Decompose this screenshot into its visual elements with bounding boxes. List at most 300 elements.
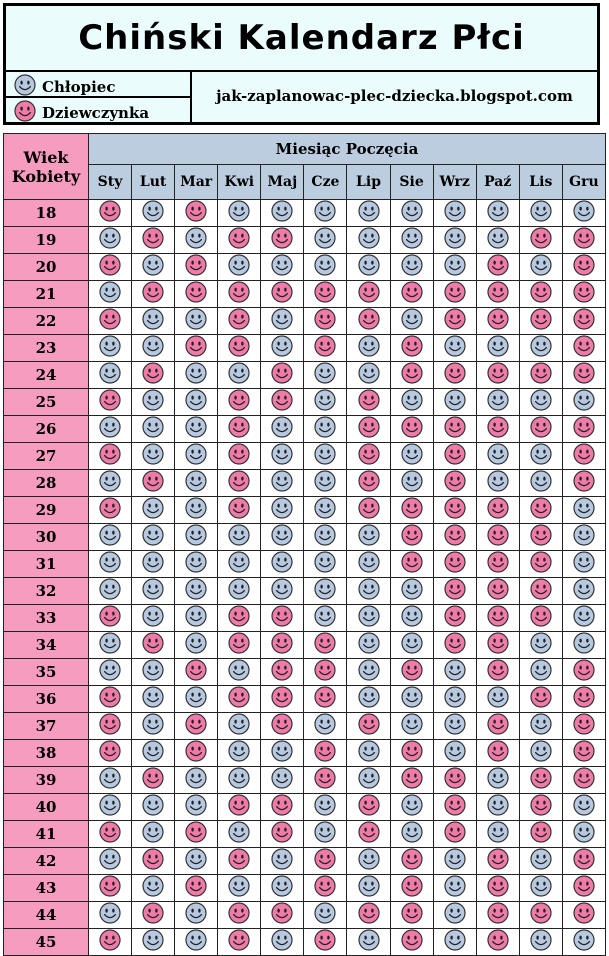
girl-smiley-icon bbox=[142, 848, 164, 874]
boy-smiley-icon bbox=[444, 848, 466, 874]
girl-cell bbox=[347, 389, 390, 416]
boy-smiley-icon bbox=[358, 848, 380, 874]
girl-smiley-icon bbox=[573, 767, 595, 793]
boy-cell bbox=[132, 821, 175, 848]
girl-cell bbox=[175, 254, 218, 281]
girl-smiley-icon bbox=[99, 443, 121, 469]
girl-cell bbox=[476, 551, 519, 578]
boy-cell bbox=[519, 200, 562, 227]
girl-cell bbox=[89, 740, 132, 767]
boy-cell bbox=[304, 416, 347, 443]
age-cell: 45 bbox=[4, 929, 89, 956]
boy-smiley-icon bbox=[314, 794, 336, 820]
girl-cell bbox=[132, 227, 175, 254]
girl-cell bbox=[304, 632, 347, 659]
boy-cell bbox=[218, 551, 261, 578]
girl-smiley-icon bbox=[401, 902, 423, 928]
boy-smiley-icon bbox=[228, 362, 250, 388]
table-row bbox=[4, 578, 606, 605]
girl-smiley-icon bbox=[314, 767, 336, 793]
boy-smiley-icon bbox=[358, 632, 380, 658]
girl-cell bbox=[562, 740, 605, 767]
boy-cell bbox=[519, 848, 562, 875]
boy-cell bbox=[132, 875, 175, 902]
boy-smiley-icon bbox=[271, 578, 293, 604]
girl-smiley-icon bbox=[228, 389, 250, 415]
table-row bbox=[4, 308, 606, 335]
boy-cell bbox=[390, 686, 433, 713]
girl-cell bbox=[347, 470, 390, 497]
girl-cell bbox=[562, 848, 605, 875]
age-cell: 19 bbox=[4, 227, 89, 254]
table-row bbox=[4, 524, 606, 551]
boy-smiley-icon bbox=[99, 632, 121, 658]
boy-cell bbox=[519, 632, 562, 659]
table-row bbox=[4, 686, 606, 713]
table-row bbox=[4, 740, 606, 767]
girl-cell bbox=[175, 659, 218, 686]
boy-smiley-icon bbox=[487, 686, 509, 712]
girl-cell bbox=[519, 767, 562, 794]
gender-calendar-table bbox=[3, 133, 606, 956]
boy-cell bbox=[175, 308, 218, 335]
girl-smiley-icon bbox=[358, 470, 380, 496]
boy-cell bbox=[304, 362, 347, 389]
boy-cell bbox=[89, 524, 132, 551]
girl-cell bbox=[175, 335, 218, 362]
girl-cell bbox=[476, 713, 519, 740]
girl-smiley-icon bbox=[530, 524, 552, 550]
boy-cell bbox=[89, 416, 132, 443]
girl-smiley-icon bbox=[228, 902, 250, 928]
girl-smiley-icon bbox=[573, 362, 595, 388]
girl-smiley-icon bbox=[573, 227, 595, 253]
girl-smiley-icon bbox=[401, 659, 423, 685]
month-header-cell: Sty bbox=[89, 165, 132, 200]
girl-smiley-icon bbox=[401, 524, 423, 550]
girl-cell bbox=[476, 308, 519, 335]
boy-cell bbox=[304, 578, 347, 605]
boy-smiley-icon bbox=[99, 794, 121, 820]
boy-cell bbox=[433, 227, 476, 254]
age-cell: 27 bbox=[4, 443, 89, 470]
girl-cell bbox=[390, 740, 433, 767]
boy-smiley-icon bbox=[271, 416, 293, 442]
girl-smiley-icon bbox=[99, 200, 121, 226]
boy-smiley-icon bbox=[314, 416, 336, 442]
boy-cell bbox=[390, 470, 433, 497]
boy-smiley-icon bbox=[271, 470, 293, 496]
boy-cell bbox=[347, 848, 390, 875]
boy-smiley-icon bbox=[271, 497, 293, 523]
boy-smiley-icon bbox=[358, 335, 380, 361]
girl-cell bbox=[519, 227, 562, 254]
girl-cell bbox=[261, 713, 304, 740]
month-header-cell: Mar bbox=[175, 165, 218, 200]
boy-cell bbox=[261, 848, 304, 875]
girl-cell bbox=[261, 605, 304, 632]
boy-cell bbox=[132, 335, 175, 362]
girl-smiley-icon bbox=[314, 335, 336, 361]
girl-smiley-icon bbox=[185, 821, 207, 847]
website-link[interactable]: jak-zaplanowac-plec-dziecka.blogspot.com bbox=[216, 87, 573, 105]
boy-cell bbox=[304, 794, 347, 821]
boy-smiley-icon bbox=[401, 254, 423, 280]
boy-cell bbox=[390, 443, 433, 470]
month-header-cell: Lip bbox=[347, 165, 390, 200]
age-cell: 41 bbox=[4, 821, 89, 848]
boy-cell bbox=[347, 686, 390, 713]
girl-cell bbox=[347, 281, 390, 308]
girl-smiley-icon bbox=[358, 821, 380, 847]
boy-smiley-icon bbox=[271, 551, 293, 577]
table-row bbox=[4, 389, 606, 416]
girl-cell bbox=[304, 929, 347, 956]
girl-cell bbox=[433, 308, 476, 335]
girl-smiley-icon bbox=[358, 389, 380, 415]
age-cell: 23 bbox=[4, 335, 89, 362]
girl-smiley-icon bbox=[314, 686, 336, 712]
table-row bbox=[4, 335, 606, 362]
girl-smiley-icon bbox=[487, 740, 509, 766]
girl-smiley-icon bbox=[142, 632, 164, 658]
girl-smiley-icon bbox=[271, 281, 293, 307]
age-cell: 42 bbox=[4, 848, 89, 875]
boy-cell bbox=[476, 767, 519, 794]
boy-cell bbox=[519, 740, 562, 767]
boy-smiley-icon bbox=[142, 659, 164, 685]
girl-cell bbox=[562, 362, 605, 389]
boy-cell bbox=[519, 929, 562, 956]
boy-smiley-icon bbox=[271, 929, 293, 955]
boy-smiley-icon bbox=[228, 578, 250, 604]
girl-smiley-icon bbox=[358, 416, 380, 442]
boy-cell bbox=[132, 308, 175, 335]
girl-cell bbox=[89, 389, 132, 416]
boy-smiley-icon bbox=[314, 362, 336, 388]
boy-cell bbox=[304, 551, 347, 578]
boy-cell bbox=[519, 875, 562, 902]
table-row bbox=[4, 551, 606, 578]
girl-cell bbox=[562, 443, 605, 470]
girl-smiley-icon bbox=[314, 740, 336, 766]
girl-smiley-icon bbox=[401, 551, 423, 577]
boy-cell bbox=[304, 524, 347, 551]
boy-smiley-icon bbox=[530, 335, 552, 361]
girl-cell bbox=[218, 848, 261, 875]
girl-smiley-icon bbox=[573, 686, 595, 712]
girl-cell bbox=[175, 200, 218, 227]
boy-cell bbox=[433, 200, 476, 227]
boy-smiley-icon bbox=[573, 524, 595, 550]
girl-smiley-icon bbox=[228, 848, 250, 874]
boy-smiley-icon bbox=[271, 848, 293, 874]
boy-smiley-icon bbox=[142, 686, 164, 712]
girl-smiley-icon bbox=[358, 713, 380, 739]
girl-cell bbox=[89, 200, 132, 227]
girl-smiley-icon bbox=[401, 416, 423, 442]
boy-cell bbox=[519, 470, 562, 497]
girl-cell bbox=[175, 281, 218, 308]
boy-cell bbox=[89, 848, 132, 875]
girl-smiley-icon bbox=[271, 389, 293, 415]
girl-smiley-icon bbox=[530, 308, 552, 334]
boy-cell bbox=[347, 740, 390, 767]
boy-cell bbox=[132, 497, 175, 524]
age-cell: 37 bbox=[4, 713, 89, 740]
boy-smiley-icon bbox=[185, 416, 207, 442]
boy-cell bbox=[218, 578, 261, 605]
boy-cell bbox=[218, 659, 261, 686]
boy-cell bbox=[433, 659, 476, 686]
girl-cell bbox=[304, 740, 347, 767]
boy-smiley-icon bbox=[142, 794, 164, 820]
legend-boy-label: Chłopiec bbox=[42, 78, 116, 96]
girl-smiley-icon bbox=[185, 875, 207, 901]
girl-cell bbox=[304, 848, 347, 875]
boy-smiley-icon bbox=[530, 659, 552, 685]
boy-smiley-icon bbox=[271, 740, 293, 766]
boy-smiley-icon bbox=[142, 578, 164, 604]
boy-smiley-icon bbox=[530, 875, 552, 901]
boy-cell bbox=[89, 632, 132, 659]
girl-cell bbox=[476, 524, 519, 551]
boy-smiley-icon bbox=[271, 875, 293, 901]
boy-cell bbox=[433, 335, 476, 362]
boy-cell bbox=[390, 632, 433, 659]
boy-smiley-icon bbox=[358, 929, 380, 955]
boy-cell bbox=[132, 416, 175, 443]
boy-smiley-icon bbox=[530, 713, 552, 739]
boy-smiley-icon bbox=[99, 362, 121, 388]
girl-smiley-icon bbox=[573, 470, 595, 496]
boy-cell bbox=[175, 794, 218, 821]
boy-smiley-icon bbox=[487, 767, 509, 793]
boy-smiley-icon bbox=[228, 740, 250, 766]
boy-smiley-icon bbox=[271, 524, 293, 550]
girl-cell bbox=[175, 821, 218, 848]
girl-cell bbox=[390, 659, 433, 686]
boy-smiley-icon bbox=[573, 821, 595, 847]
girl-smiley-icon bbox=[487, 875, 509, 901]
boy-cell bbox=[304, 443, 347, 470]
month-header-cell: Paź bbox=[476, 165, 519, 200]
boy-cell bbox=[218, 740, 261, 767]
girl-cell bbox=[218, 794, 261, 821]
boy-cell bbox=[304, 389, 347, 416]
girl-smiley-icon bbox=[99, 497, 121, 523]
boy-smiley-icon bbox=[185, 227, 207, 253]
girl-smiley-icon bbox=[444, 308, 466, 334]
girl-smiley-icon bbox=[444, 767, 466, 793]
girl-smiley-icon bbox=[530, 794, 552, 820]
boy-smiley-icon bbox=[314, 443, 336, 469]
girl-smiley-icon bbox=[228, 443, 250, 469]
boy-smiley-icon bbox=[401, 794, 423, 820]
boy-cell bbox=[132, 200, 175, 227]
boy-smiley-icon bbox=[401, 578, 423, 604]
boy-cell bbox=[175, 767, 218, 794]
girl-cell bbox=[519, 308, 562, 335]
girl-smiley-icon bbox=[530, 551, 552, 577]
boy-cell bbox=[347, 875, 390, 902]
girl-cell bbox=[562, 227, 605, 254]
boy-smiley-icon bbox=[487, 335, 509, 361]
girl-smiley-icon bbox=[271, 605, 293, 631]
table-row bbox=[4, 254, 606, 281]
age-cell: 28 bbox=[4, 470, 89, 497]
boy-smiley-icon bbox=[530, 254, 552, 280]
girl-smiley-icon bbox=[487, 605, 509, 631]
boy-smiley-icon bbox=[185, 551, 207, 577]
girl-smiley-icon bbox=[228, 929, 250, 955]
boy-cell bbox=[218, 200, 261, 227]
girl-cell bbox=[261, 794, 304, 821]
boy-cell bbox=[132, 794, 175, 821]
boy-cell bbox=[476, 470, 519, 497]
girl-cell bbox=[476, 902, 519, 929]
age-cell: 21 bbox=[4, 281, 89, 308]
boy-smiley-icon bbox=[401, 308, 423, 334]
girl-cell bbox=[304, 686, 347, 713]
boy-smiley-icon bbox=[444, 902, 466, 928]
girl-cell bbox=[218, 686, 261, 713]
boy-cell bbox=[476, 335, 519, 362]
boy-cell bbox=[218, 254, 261, 281]
girl-smiley-icon bbox=[444, 281, 466, 307]
girl-smiley-icon bbox=[185, 281, 207, 307]
boy-cell bbox=[347, 551, 390, 578]
boy-smiley-icon bbox=[271, 335, 293, 361]
boy-cell bbox=[347, 659, 390, 686]
girl-smiley-icon bbox=[99, 254, 121, 280]
boy-cell bbox=[390, 578, 433, 605]
table-row bbox=[4, 821, 606, 848]
boy-smiley-icon bbox=[185, 686, 207, 712]
boy-cell bbox=[562, 929, 605, 956]
girl-smiley-icon bbox=[358, 443, 380, 469]
age-cell: 22 bbox=[4, 308, 89, 335]
girl-cell bbox=[175, 740, 218, 767]
boy-smiley-icon bbox=[358, 767, 380, 793]
girl-cell bbox=[519, 821, 562, 848]
girl-smiley-icon bbox=[401, 767, 423, 793]
boy-smiley-icon bbox=[185, 794, 207, 820]
girl-smiley-icon bbox=[99, 875, 121, 901]
girl-smiley-icon bbox=[573, 902, 595, 928]
boy-cell bbox=[304, 227, 347, 254]
girl-smiley-icon bbox=[99, 605, 121, 631]
girl-cell bbox=[218, 929, 261, 956]
boy-cell bbox=[175, 686, 218, 713]
boy-cell bbox=[261, 200, 304, 227]
table-body bbox=[4, 200, 606, 956]
boy-smiley-icon bbox=[358, 659, 380, 685]
girl-smiley-icon bbox=[573, 308, 595, 334]
boy-cell bbox=[132, 254, 175, 281]
boy-smiley-icon bbox=[142, 875, 164, 901]
boy-cell bbox=[89, 281, 132, 308]
boy-smiley-icon bbox=[142, 551, 164, 577]
girl-smiley-icon bbox=[271, 686, 293, 712]
girl-cell bbox=[476, 497, 519, 524]
boy-smiley-icon bbox=[314, 254, 336, 280]
boy-cell bbox=[390, 254, 433, 281]
girl-smiley-icon bbox=[530, 227, 552, 253]
boy-cell bbox=[261, 416, 304, 443]
boy-smiley-icon bbox=[573, 929, 595, 955]
girl-cell bbox=[519, 497, 562, 524]
boy-cell bbox=[132, 524, 175, 551]
boy-smiley-icon bbox=[142, 200, 164, 226]
boy-smiley-icon bbox=[358, 605, 380, 631]
boy-cell bbox=[519, 659, 562, 686]
age-cell: 36 bbox=[4, 686, 89, 713]
girl-smiley-icon bbox=[573, 443, 595, 469]
boy-smiley-icon bbox=[99, 470, 121, 496]
girl-smiley-icon bbox=[99, 821, 121, 847]
boy-smiley-icon bbox=[358, 524, 380, 550]
girl-cell bbox=[562, 875, 605, 902]
girl-smiley-icon bbox=[314, 281, 336, 307]
boy-cell bbox=[476, 200, 519, 227]
boy-cell bbox=[433, 254, 476, 281]
boy-smiley-icon bbox=[185, 632, 207, 658]
girl-cell bbox=[390, 875, 433, 902]
girl-cell bbox=[261, 902, 304, 929]
boy-smiley-icon bbox=[185, 605, 207, 631]
boy-smiley-icon bbox=[358, 200, 380, 226]
boy-smiley-icon bbox=[185, 389, 207, 415]
boy-cell bbox=[433, 848, 476, 875]
girl-cell bbox=[218, 389, 261, 416]
girl-smiley-icon bbox=[444, 497, 466, 523]
girl-smiley-icon bbox=[401, 740, 423, 766]
boy-cell bbox=[175, 605, 218, 632]
girl-cell bbox=[347, 713, 390, 740]
boy-cell bbox=[304, 497, 347, 524]
boy-smiley-icon bbox=[228, 659, 250, 685]
girl-cell bbox=[476, 605, 519, 632]
girl-smiley-icon bbox=[444, 470, 466, 496]
boy-cell bbox=[132, 578, 175, 605]
boy-smiley-icon bbox=[99, 524, 121, 550]
girl-cell bbox=[304, 281, 347, 308]
girl-smiley-icon bbox=[487, 254, 509, 280]
girl-smiley-icon bbox=[271, 227, 293, 253]
girl-cell bbox=[390, 929, 433, 956]
girl-smiley-icon bbox=[487, 551, 509, 577]
girl-smiley-icon bbox=[444, 794, 466, 820]
boy-cell bbox=[433, 713, 476, 740]
boy-cell bbox=[476, 794, 519, 821]
girl-cell bbox=[562, 308, 605, 335]
girl-cell bbox=[562, 686, 605, 713]
boy-smiley-icon bbox=[142, 740, 164, 766]
month-header-cell: Kwi bbox=[218, 165, 261, 200]
boy-smiley-icon bbox=[487, 443, 509, 469]
girl-smiley-icon bbox=[487, 281, 509, 307]
boy-smiley-icon bbox=[444, 200, 466, 226]
girl-smiley-icon bbox=[487, 362, 509, 388]
boy-cell bbox=[433, 902, 476, 929]
boy-smiley-icon bbox=[185, 929, 207, 955]
girl-smiley-icon bbox=[487, 632, 509, 658]
boy-cell bbox=[175, 578, 218, 605]
boy-smiley-icon bbox=[573, 497, 595, 523]
girl-smiley-icon bbox=[271, 821, 293, 847]
boy-cell bbox=[175, 551, 218, 578]
